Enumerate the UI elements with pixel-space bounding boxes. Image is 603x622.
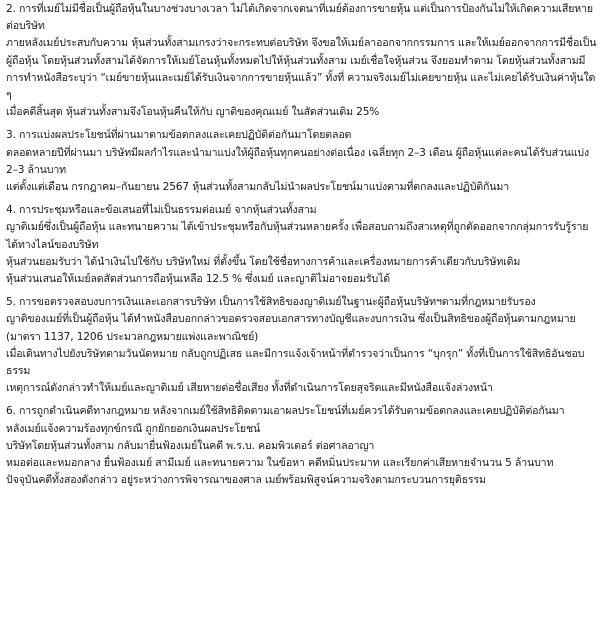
section-6 <box>6 403 597 489</box>
section-paragraph: ภายหลังเมย์ประสบกับความ หุ้นส่วนทั้งสามเกรงว่าจะกระทบต่อบริษัท จึงขอให้เมย์ลาออกจากกรรมการ และให้เมย์ออกจากการมีชื่อเป็นผู้ถือหุ้น โดยหุ้นส่วนทั้งสามได้จัดการให้เมย์โอนหุ้นทั้งหมดไปให้หุ้นส่วนทั้งสาม เมย์เชื่อใจหุ้นส่วน จึงยอมทำตาม โดยหุ้นส่วนทั้งสามมีการทำหนังสือระบุว่า “เมย์ขายหุ้นและเมย์ได้รับเงินจากการขายหุ้นแล้ว” ทั้งที่ ความจริงเมย์ไม่เคยขายหุ้น และไม่เคยได้รับเงินค่าหุ้นใด ๆ <box>6 37 597 102</box>
section-3 <box>6 127 597 196</box>
section-paragraph: เหตุการณ์ดังกล่าวทำให้เมย์และญาติเมย์ เสียหายต่อชื่อเสียง ทั้งที่ดำเนินการโดยสุจริตและมีหนังสือแจ้งล่วงหน้า <box>6 382 493 395</box>
section-heading: 5. การขอตรวจสอบงบการเงินและเอกสารบริษัท เป็นการใช้สิทธิของญาติเมย์ในฐานะผู้ถือหุ้นบริษัทฯตามที่กฎหมายรับรอง <box>6 296 536 309</box>
section-paragraph: ญาติเมย์ซึ่งเป็นผู้ถือหุ้น และทนายความ ได้เข้าประชุมหรือกับหุ้นส่วนหลายครั้ง เพื่อสอบถามถึงสาเหตุที่ถูกตัดออกจากกลุ่มการรับรู้รายได้ทางไลน์ของบริษัท <box>6 221 589 251</box>
section-heading: 2. การที่เมย์ไม่มีชื่อเป็นผู้ถือหุ้นในบางช่วงบางเวลา ไม่ได้เกิดจากเจตนาที่เมย์ต้องการขายหุ้น แต่เป็นการป้องกันไม่ให้เกิดความเสียหายต่อบริษัท <box>6 3 593 33</box>
section-paragraph: หมอต่อและหมอกลาง ยื่นฟ้องเมย์ สามีเมย์ และทนายความ ในข้อหา คดีหมิ่นประมาท และเรียกค่าเสียหายจำนวน 5 ล้านบาท <box>6 457 554 470</box>
section-paragraph: หุ้นส่วนเสนอให้เมย์ลดสัดส่วนการถือหุ้นเหลือ 12.5 % ซึ่งเมย์ และญาติไม่อาจยอมรับได้ <box>6 273 390 286</box>
section-4 <box>6 202 597 288</box>
section-paragraph: ญาติของเมย์ที่เป็นผู้ถือหุ้น ได้ทำหนังสือบอกกล่าวขอตรวจสอบเอกสารทางบัญชีและงบการเงิน ซึ่งเป็นสิทธิของผู้ถือหุ้นตามกฎหมาย (มาตรา 1137, 1206 ประมวลกฎหมายแพ่งและพาณิชย์) <box>6 313 576 343</box>
section-paragraph: บริษัทโดยหุ้นส่วนทั้งสาม กลับมายื่นฟ้องเมย์ในคดี พ.ร.บ. คอมพิวเตอร์ ต่อศาลอาญา <box>6 439 375 452</box>
section-paragraph: เมื่อเดินทางไปยังบริษัทตามวันนัดหมาย กลับถูกปฏิเสธ และมีการแจ้งเจ้าหน้าที่ตำรวจว่าเป็นการ “บุกรุก” ทั้งที่เป็นการใช้สิทธิอันชอบธรรม <box>6 347 585 378</box>
section-heading: 3. การแบ่งผลประโยชน์ที่ผ่านมาตามข้อตกลงและเคยปฏิบัติต่อกันมาโดยตลอด <box>6 129 352 142</box>
section-paragraph: ปัจจุบันคดีทั้งสองดังกล่าว อยู่ระหว่างการพิจารณาของศาล เมย์พร้อมพิสูจน์ความจริงตามกระบวนการยุติธรรม <box>6 474 486 487</box>
section-paragraph: หุ้นส่วนยอมรับว่า ได้นำเงินไปใช้กับ บริษัทใหม่ ที่ตั้งขึ้น โดยใช้ชื่อทางการค้าและเครื่องหมายการค้าเดียวกับบริษัทเดิม <box>6 255 521 268</box>
section-paragraph: หลังเมย์แจ้งความร้องทุกข์กรณี ถูกยักยอกเงินผลประโยชน์ <box>6 422 261 435</box>
section-5 <box>6 294 597 397</box>
section-paragraph: ตลอดหลายปีที่ผ่านมา บริษัทมีผลกำไรและนำมาแบ่งให้ผู้ถือหุ้นทุกคนอย่างต่อเนื่อง เฉลี่ยทุก 2–3 เดือน ผู้ถือหุ้นแต่ละคนได้รับส่วนแบ่ง 2–3 ล้านบาท <box>6 146 589 176</box>
section-paragraph: แต่ตั้งแต่เดือน กรกฎาคม–กันยายน 2567 หุ้นส่วนทั้งสามกลับไม่นำผลประโยชน์มาแบ่งตามที่ตกลงและปฏิบัติกันมา <box>6 181 509 194</box>
section-paragraph: เมื่อคดีสิ้นสุด หุ้นส่วนทั้งสามจึงโอนหุ้นคืนให้กับ ญาติของคุณเมย์ ในสัดส่วนเดิม 25% <box>6 106 380 119</box>
section-heading: 6. การถูกดำเนินคดีทางกฎหมาย หลังจากเมย์ใช้สิทธิติดตามเอาผลประโยชน์ที่เมย์ควรได้รับตามข้อตกลงและเคยปฏิบัติต่อกันมา <box>6 405 565 418</box>
section-heading: 4. การประชุมหรือและข้อเสนอที่ไม่เป็นธรรมต่อเมย์ จากหุ้นส่วนทั้งสาม <box>6 204 317 217</box>
section-2 <box>6 1 597 121</box>
